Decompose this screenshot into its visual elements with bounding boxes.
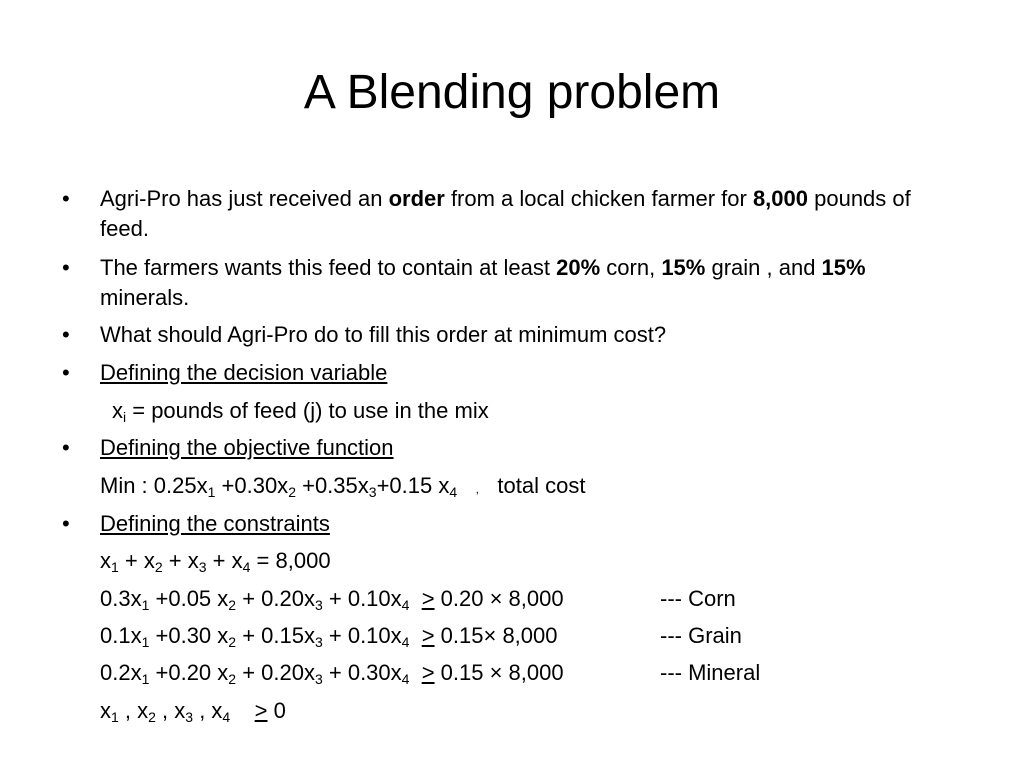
constraint-label: --- Grain xyxy=(660,623,742,648)
decision-variable-definition xyxy=(112,396,489,426)
math-term: +0.35x xyxy=(295,473,369,498)
constraint-label: --- Corn xyxy=(660,586,736,611)
math-subscript: 3 xyxy=(185,709,194,725)
gte-operator: > xyxy=(421,660,435,685)
math-term: 0.1x xyxy=(100,623,142,648)
heading-decision-variable: Defining the decision variable xyxy=(100,360,388,385)
gte-operator: > xyxy=(254,698,268,723)
math-term: +0.20 x xyxy=(149,660,229,685)
math-term: , x xyxy=(118,698,149,723)
heading-objective-function: Defining the objective function xyxy=(100,435,394,460)
math-subscript: 4 xyxy=(449,484,458,500)
bullet-marker: • xyxy=(62,186,70,211)
math-term: , x xyxy=(155,698,186,723)
math-subscript: 1 xyxy=(141,634,150,650)
math-term: + x xyxy=(206,548,243,573)
math-term: + x xyxy=(162,548,199,573)
math-term: + 0.20x xyxy=(236,586,315,611)
math-term: 0.15 × 8,000 xyxy=(434,660,564,685)
math-subscript: 3 xyxy=(314,671,323,687)
math-term: 0.2x xyxy=(100,660,142,685)
text-segment: pounds of feed. xyxy=(100,186,911,241)
math-term: + 0.20x xyxy=(236,660,315,685)
math-term: +0.05 x xyxy=(149,586,229,611)
text-segment: = pounds of feed (j) to use in the mix xyxy=(126,398,489,423)
math-subscript: 4 xyxy=(401,634,410,650)
math-term: +0.30x xyxy=(215,473,289,498)
bullet-marker: • xyxy=(62,435,70,460)
text-segment: The farmers wants this feed to contain at least xyxy=(100,255,557,280)
bold-quantity: 8,000 xyxy=(752,186,808,211)
text-segment: grain , and xyxy=(705,255,822,280)
math-term: + 0.10x xyxy=(322,586,402,611)
math-subscript: 3 xyxy=(314,634,323,650)
constraint-nonnegativity xyxy=(100,696,286,726)
math-term: 0.20 × 8,000 xyxy=(434,586,564,611)
math-subscript: 4 xyxy=(401,597,410,613)
math-term: x xyxy=(100,698,111,723)
text-segment: from a local chicken farmer for xyxy=(444,186,753,211)
math-term: + 0.15x xyxy=(236,623,315,648)
bold-order: order xyxy=(388,186,445,211)
math-subscript: 2 xyxy=(154,559,163,575)
objective-label: total cost xyxy=(497,473,586,498)
math-subscript: 1 xyxy=(141,671,150,687)
math-subscript: 2 xyxy=(228,671,237,687)
bold-mineral-pct: 15% xyxy=(821,255,866,280)
math-term: 0.3x xyxy=(100,586,142,611)
math-term: , x xyxy=(193,698,223,723)
bullet-marker: • xyxy=(62,360,70,385)
math-term: x xyxy=(100,548,111,573)
text-segment: minerals. xyxy=(100,285,190,310)
math-term: Min : 0.25x xyxy=(100,473,208,498)
math-subscript: i xyxy=(123,409,127,425)
math-subscript: 1 xyxy=(207,484,216,500)
math-subscript: 1 xyxy=(141,597,150,613)
constraint-total xyxy=(100,546,331,576)
slide-title: A Blending problem xyxy=(303,66,721,119)
math-subscript: 1 xyxy=(111,709,119,725)
math-subscript: 2 xyxy=(148,709,156,725)
constraint-corn xyxy=(100,584,736,614)
math-term: 0 xyxy=(267,698,286,723)
gte-operator: > xyxy=(421,623,435,648)
math-subscript: 2 xyxy=(228,597,237,613)
math-subscript: 4 xyxy=(401,671,410,687)
constraint-mineral xyxy=(100,658,760,688)
text-segment: Agri-Pro has just received an xyxy=(100,186,389,211)
bullet-marker: • xyxy=(62,255,70,280)
math-subscript: 1 xyxy=(111,559,119,575)
math-comma: , xyxy=(475,482,479,496)
math-term: +0.15 x xyxy=(376,473,450,498)
math-subscript: 3 xyxy=(368,484,377,500)
bullet-marker: • xyxy=(62,322,70,347)
math-subscript: 3 xyxy=(314,597,323,613)
gte-operator: > xyxy=(421,586,435,611)
math-subscript: 3 xyxy=(198,559,207,575)
bullet-requirements-text xyxy=(100,253,960,313)
heading-constraints: Defining the constraints xyxy=(100,511,330,536)
text-segment: corn, xyxy=(600,255,662,280)
math-subscript: 2 xyxy=(228,634,237,650)
math-term: + 0.10x xyxy=(322,623,402,648)
math-subscript: 2 xyxy=(288,484,296,500)
math-term: +0.30 x xyxy=(149,623,229,648)
constraint-grain xyxy=(100,621,742,651)
math-subscript: 4 xyxy=(242,559,251,575)
bullet-order-text xyxy=(100,184,960,244)
bold-grain-pct: 15% xyxy=(661,255,706,280)
math-term: 0.15× 8,000 xyxy=(434,623,558,648)
bullet-question-text: What should Agri-Pro do to fill this order at minimum cost? xyxy=(100,322,667,347)
math-term: = 8,000 xyxy=(250,548,331,573)
bullet-marker: • xyxy=(62,511,70,536)
math-term: + x xyxy=(118,548,155,573)
bold-corn-pct: 20% xyxy=(556,255,601,280)
math-var: x xyxy=(112,398,123,423)
constraint-label: --- Mineral xyxy=(660,660,761,685)
math-subscript: 4 xyxy=(222,709,231,725)
objective-function-equation xyxy=(100,471,585,504)
math-term: + 0.30x xyxy=(322,660,402,685)
